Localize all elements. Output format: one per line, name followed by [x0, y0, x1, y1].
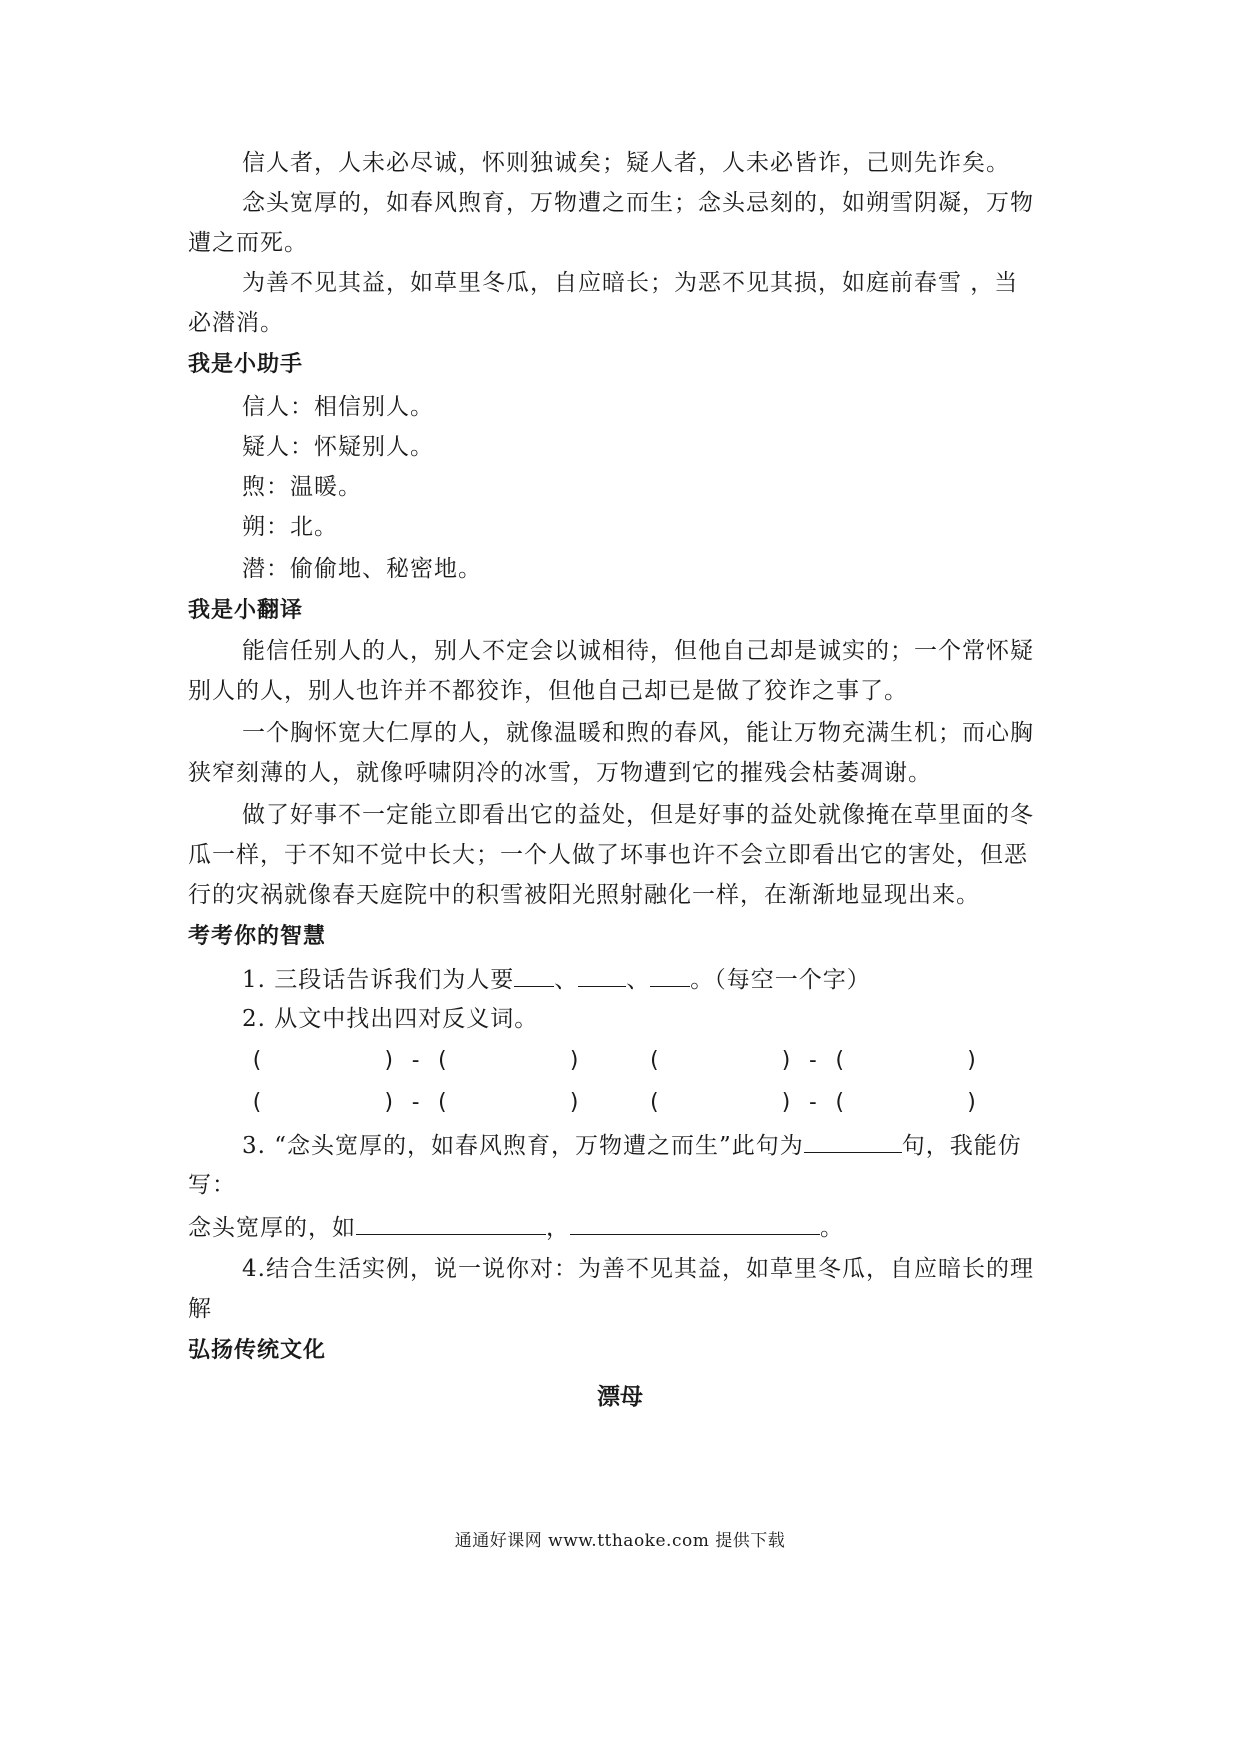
quiz-question-4-line-1: 4.结合生活实例，说一说你对：为善不见其益，如草里冬瓜，自应暗长的理	[242, 1256, 1034, 1282]
paragraph-3-line-1: 为善不见其益，如草里冬瓜，自应暗长；为恶不见其损，如庭前春雪 ，当	[242, 270, 1019, 296]
translation-1-line-1: 能信任别人的人，别人不定会以诚相待，但他自己却是诚实的；一个常怀疑	[242, 638, 1034, 664]
q3-suffix: 句，我能仿	[901, 1133, 1022, 1159]
story-title: 漂母	[597, 1384, 643, 1410]
translation-1-line-2: 别人的人，别人也许并不都狡诈，但他自己却已是做了狡诈之事了。	[188, 678, 908, 704]
translation-2-line-1: 一个胸怀宽大仁厚的人，就像温暖和煦的春风，能让万物充满生机；而心胸	[242, 720, 1034, 746]
helper-item: 朔：北。	[242, 514, 338, 540]
q1-blank-2[interactable]	[578, 964, 626, 987]
translation-3-line-2: 瓜一样，于不知不觉中长大；一个人做了坏事也许不会立即看出它的害处，但恶	[188, 842, 1028, 868]
quiz-question-3-line-2: 写：	[188, 1172, 236, 1198]
antonym-pairs-row-2[interactable]: ( ) - ( ) ( ) - ( )	[250, 1090, 979, 1115]
translation-heading: 我是小翻译	[188, 598, 304, 623]
q1-prefix: 1. 三段话告诉我们为人要	[242, 967, 515, 993]
page-footer: 通通好课网 www.tthaoke.com 提供下载	[454, 1531, 786, 1551]
q1-blank-1[interactable]	[514, 964, 554, 987]
quiz-question-4-line-2: 解	[188, 1296, 212, 1322]
antonym-pairs-row-1[interactable]: ( ) - ( ) ( ) - ( )	[250, 1048, 979, 1073]
quiz-question-1	[242, 964, 1063, 995]
q1-suffix: 。（每空一个字）	[690, 967, 871, 993]
helper-heading: 我是小助手	[188, 352, 304, 377]
q3-imitation-blank-1[interactable]	[356, 1212, 546, 1235]
quiz-heading: 考考你的智慧	[188, 924, 327, 949]
translation-3-line-1: 做了好事不一定能立即看出它的益处，但是好事的益处就像掩在草里面的冬	[242, 802, 1034, 828]
helper-item: 疑人：怀疑别人。	[242, 434, 434, 460]
q1-separator: 、	[554, 967, 579, 993]
q3-blank-sentence-type[interactable]	[804, 1130, 902, 1153]
q1-separator: 、	[626, 967, 651, 993]
paragraph-2-line-1: 念头宽厚的，如春风煦育，万物遭之而生；念头忌刻的，如朔雪阴凝，万物	[242, 190, 1034, 216]
q1-blank-3[interactable]	[650, 964, 690, 987]
paragraph-2-line-2: 遭之而死。	[188, 230, 308, 256]
q3-imitation-blank-2[interactable]	[570, 1212, 820, 1235]
translation-2-line-2: 狭窄刻薄的人，就像呼啸阴冷的冰雪，万物遭到它的摧残会枯萎凋谢。	[188, 760, 932, 786]
culture-heading: 弘扬传统文化	[188, 1338, 327, 1363]
quiz-question-3-imitation	[188, 1212, 1063, 1243]
paragraph-1: 信人者，人未必尽诚，怀则独诚矣；疑人者，人未必皆诈，己则先诈矣。	[242, 150, 1010, 176]
helper-item: 煦：温暖。	[242, 474, 362, 500]
translation-3-line-3: 行的灾祸就像春天庭院中的积雪被阳光照射融化一样，在渐渐地显现出来。	[188, 882, 980, 908]
q3-imitation-end: 。	[820, 1215, 844, 1241]
paragraph-3-line-2: 必潜消。	[188, 310, 284, 336]
q3-text: 3. “念头宽厚的，如春风煦育，万物遭之而生”此句为	[242, 1133, 804, 1159]
q3-imitation-prefix: 念头宽厚的，如	[188, 1215, 356, 1241]
q3-imitation-comma: ，	[546, 1215, 570, 1241]
quiz-question-2: 2. 从文中找出四对反义词。	[242, 1006, 539, 1032]
quiz-question-3	[242, 1130, 1063, 1161]
helper-item: 信人：相信别人。	[242, 394, 434, 420]
helper-item: 潜：偷偷地、秘密地。	[242, 556, 482, 582]
